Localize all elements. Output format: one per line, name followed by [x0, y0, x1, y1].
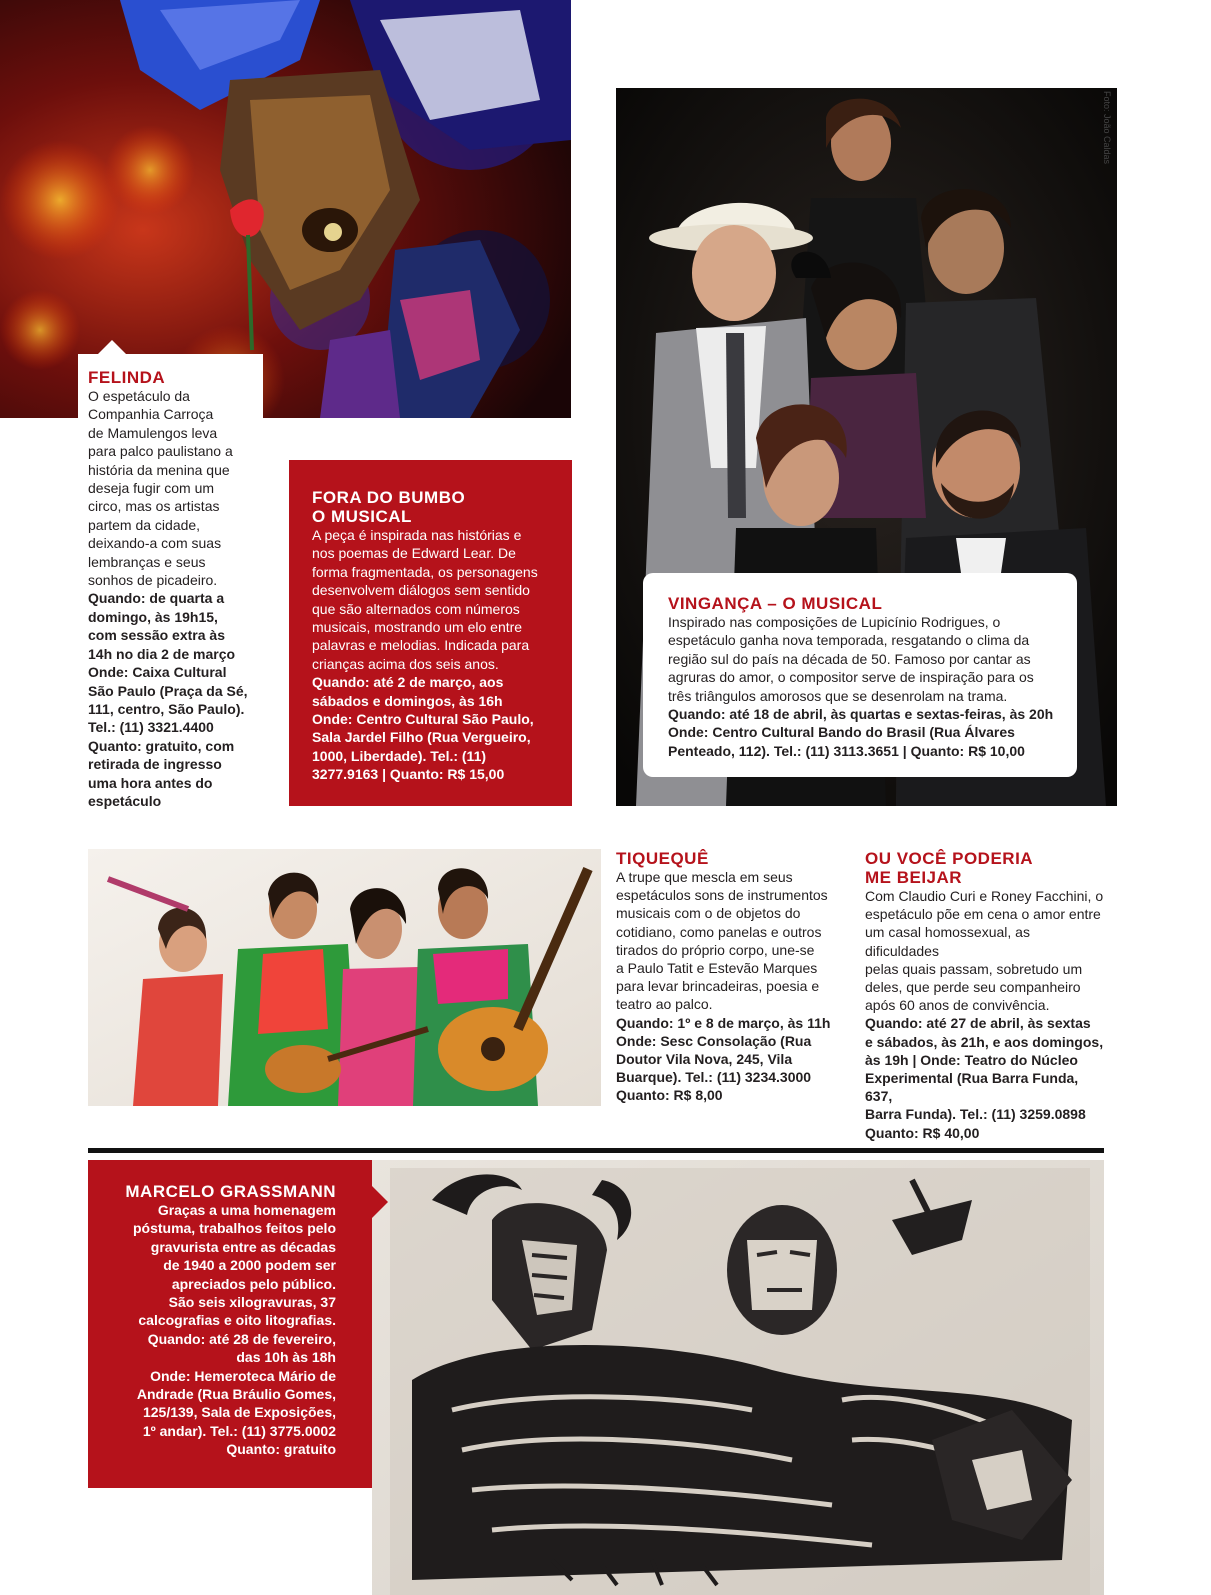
bumbo-title-line: FORA DO BUMBO: [312, 488, 466, 507]
vinganca-line: agruras do amor, o compositor serve de inspiração para os: [668, 669, 1034, 686]
section-divider: [88, 1148, 1104, 1153]
felinda-info-line: Onde: Caixa Cultural: [88, 664, 227, 681]
marcelo-line: póstuma, trabalhos feitos pelo: [132, 1220, 336, 1237]
marcelo-line: das 10h às 18h: [236, 1349, 336, 1366]
beijar-info-line: Quanto: R$ 40,00: [865, 1124, 980, 1141]
bumbo-body: [312, 526, 568, 784]
marcelo-line: Onde: Hemeroteca Mário de: [150, 1367, 336, 1384]
beijar-article: [865, 849, 1105, 1142]
vinganca-body: [668, 613, 1068, 760]
felinda-body: [88, 387, 260, 810]
felinda-caption-notch: [96, 340, 128, 356]
bumbo-info-line: Onde: Centro Cultural São Paulo,: [312, 711, 534, 728]
bumbo-info-line: Sala Jardel Filho (Rua Vergueiro,: [312, 729, 531, 746]
marcelo-line: São seis xilogravuras, 37: [168, 1294, 336, 1311]
vinganca-info-line: Onde: Centro Cultural Bando do Brasil (Rua Álvares: [668, 724, 1015, 741]
felinda-info-line: Quando: de quarta a: [88, 590, 225, 607]
marcelo-line: Quanto: gratuito: [226, 1441, 336, 1458]
marcelo-title: MARCELO GRASSMANN: [125, 1182, 336, 1201]
felinda-info-line: Tel.: (11) 3321.4400: [88, 719, 214, 736]
felinda-title: FELINDA: [88, 368, 166, 387]
vinganca-line: três triângulos amorosos que se desenrolam na trama.: [668, 687, 1008, 704]
marcelo-line: 125/139, Sala de Exposições,: [142, 1404, 336, 1421]
vinganca-info-line: Quando: até 18 de abril, às quartas e sextas-feiras, às 20h: [668, 706, 1054, 723]
beijar-info-line: Quando: até 27 de abril, às sextas: [865, 1015, 1091, 1032]
tiqueque-info-line: Quando: 1º e 8 de março, às 11h: [616, 1014, 831, 1031]
beijar-line: após 60 anos de convivência.: [865, 997, 1050, 1014]
tiqueque-line: a Paulo Tatit e Estevão Marques: [616, 960, 818, 977]
beijar-body: [865, 887, 1105, 1142]
beijar-line: um casal homossexual, as dificuldades: [865, 924, 1030, 959]
beijar-line: pelas quais passam, sobretudo um: [865, 960, 1083, 977]
felinda-info-line: Quanto: gratuito, com: [88, 737, 235, 754]
beijar-info-line: e sábados, às 21h, e aos domingos,: [865, 1033, 1104, 1050]
felinda-line: de Mamulengos leva: [88, 424, 218, 441]
bumbo-info-line: 1000, Liberdade). Tel.: (11): [312, 747, 487, 764]
felinda-info-line: espetáculo: [88, 792, 162, 809]
felinda-line: deseja fugir com um: [88, 480, 215, 497]
felinda-line: sonhos de picadeiro.: [88, 572, 218, 589]
beijar-info-line: às 19h | Onde: Teatro do Núcleo: [865, 1051, 1078, 1068]
marcelo-line: Andrade (Rua Bráulio Gomes,: [136, 1386, 336, 1403]
tiqueque-line: para levar brincadeiras, poesia e: [616, 978, 820, 995]
tiqueque-line: tirados do próprio corpo, une-se: [616, 941, 815, 958]
tiqueque-line: cotidiano, como panelas e outros: [616, 923, 822, 940]
bumbo-article: [312, 488, 568, 784]
marcelo-line: de 1940 a 2000 podem ser: [163, 1257, 336, 1274]
tiqueque-info-line: Onde: Sesc Consolação (Rua: [616, 1032, 812, 1049]
tiqueque-line: espetáculos sons de instrumentos: [616, 887, 828, 904]
photo-credit-text: Foto: João Caldas: [1102, 91, 1112, 165]
bumbo-line: crianças acima dos seis anos.: [312, 655, 499, 672]
tiqueque-line: A trupe que mescla em seus: [616, 869, 793, 885]
marcelo-article: [98, 1182, 336, 1459]
vinganca-line: Inspirado nas composições de Lupicínio Rodrigues, o: [668, 614, 1001, 630]
bumbo-info-line: 3277.9163 | Quanto: R$ 15,00: [312, 766, 505, 783]
felinda-line: O espetáculo da: [88, 388, 190, 404]
bumbo-line: forma fragmentada, os personagens: [312, 563, 538, 580]
felinda-info-line: uma hora antes do: [88, 774, 213, 791]
bumbo-line: desenvolvem diálogos sem sentido: [312, 582, 530, 599]
marcelo-body: [98, 1201, 336, 1459]
marcelo-line: gravurista entre as décadas: [150, 1238, 336, 1255]
marcelo-line: apreciados pelo público.: [171, 1275, 336, 1292]
tiqueque-article: [616, 849, 848, 1105]
felinda-info-line: 111, centro, São Paulo).: [88, 700, 245, 717]
felinda-info-line: domingo, às 19h15,: [88, 608, 218, 625]
felinda-line: partem da cidade,: [88, 516, 201, 533]
tiqueque-title: TIQUEQUÊ: [616, 849, 709, 868]
tiqueque-info-line: Quanto: R$ 8,00: [616, 1087, 723, 1104]
vinganca-line: espetáculo ganha nova temporada, resgatando o clima da: [668, 632, 1030, 649]
marcelo-line: Quando: até 28 de fevereiro,: [147, 1330, 336, 1347]
vinganca-info-line: Penteado, 112). Tel.: (11) 3113.3651 | Quanto: R$ 10,00: [668, 742, 1025, 759]
felinda-line: deixando-a com suas: [88, 535, 222, 552]
bumbo-line: palavras e melodias. Indicada para: [312, 637, 530, 654]
bumbo-line: que são alternados com números: [312, 600, 520, 617]
beijar-title-line: OU VOCÊ PODERIA: [865, 849, 1034, 868]
bumbo-line: nos poemas de Edward Lear. De: [312, 545, 516, 562]
vinganca-line: região sul do país na década de 50. Famoso por cantar as: [668, 650, 1031, 667]
tiqueque-line: teatro ao palco.: [616, 996, 713, 1013]
tiqueque-photo: [88, 849, 601, 1106]
felinda-line: circo, mas os artistas: [88, 498, 220, 515]
felinda-line: história da menina que: [88, 461, 230, 478]
marcelo-woodcut-illustration: [372, 1160, 1104, 1595]
felinda-info-line: retirada de ingresso: [88, 756, 222, 773]
beijar-title: [865, 849, 1105, 887]
marcelo-line: 1º andar). Tel.: (11) 3775.0002: [142, 1422, 336, 1439]
beijar-info-line: Barra Funda). Tel.: (11) 3259.0898: [865, 1106, 1086, 1123]
bumbo-line: musicais, mostrando um elo entre: [312, 619, 523, 636]
felinda-article: [88, 368, 260, 810]
tiqueque-body: [616, 868, 848, 1105]
photo-credit: [1100, 91, 1116, 181]
felinda-line: para palco paulistano a: [88, 443, 233, 460]
bumbo-line: A peça é inspirada nas histórias e: [312, 527, 522, 543]
beijar-line: espetáculo põe em cena o amor entre: [865, 906, 1101, 923]
bumbo-info-line: Quando: até 2 de março, aos: [312, 674, 504, 691]
felinda-info-line: com sessão extra às: [88, 627, 225, 644]
tiqueque-line: musicais com o de objetos do: [616, 905, 801, 922]
felinda-line: Companhia Carroça: [88, 406, 214, 423]
vinganca-title: VINGANÇA – O MUSICAL: [668, 594, 883, 613]
felinda-line: lembranças e seus: [88, 553, 206, 570]
marcelo-line: calcografias e oito litografias.: [138, 1312, 336, 1329]
bumbo-info-line: sábados e domingos, às 16h: [312, 692, 503, 709]
beijar-title-line: ME BEIJAR: [865, 868, 963, 887]
beijar-info-line: Experimental (Rua Barra Funda, 637,: [865, 1070, 1079, 1105]
felinda-info-line: São Paulo (Praça da Sé,: [88, 682, 248, 699]
tiqueque-info-line: Doutor Vila Nova, 245, Vila: [616, 1051, 793, 1068]
marcelo-woodcut-photo: [372, 1160, 1104, 1595]
bumbo-title: [312, 488, 568, 526]
tiqueque-illustration: [88, 849, 601, 1106]
felinda-info-line: 14h no dia 2 de março: [88, 645, 236, 662]
beijar-line: deles, que perde seu companheiro: [865, 979, 1081, 996]
marcelo-line: Graças a uma homenagem: [157, 1202, 336, 1218]
beijar-line: Com Claudio Curi e Roney Facchini, o: [865, 888, 1104, 904]
tiqueque-info-line: Buarque). Tel.: (11) 3234.3000: [616, 1069, 812, 1086]
marcelo-box-notch: [372, 1186, 388, 1218]
vinganca-article: [668, 594, 1068, 760]
bumbo-title-line: O MUSICAL: [312, 507, 412, 526]
